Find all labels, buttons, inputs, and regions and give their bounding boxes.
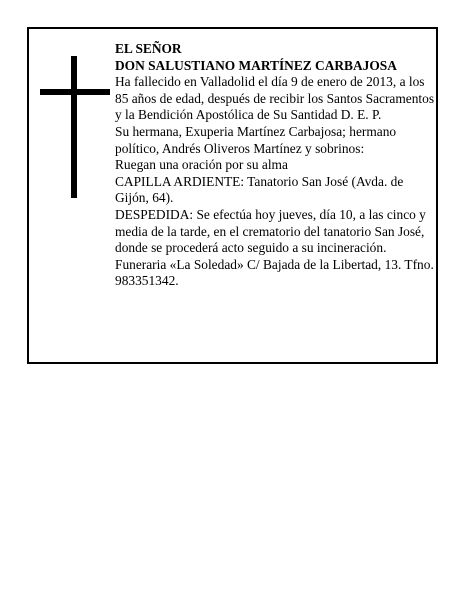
notice-title: EL SEÑOR xyxy=(115,41,182,56)
cross-icon xyxy=(40,56,110,198)
deceased-name: DON SALUSTIANO MARTÍNEZ CARBAJOSA xyxy=(115,57,397,73)
cross-horizontal-bar xyxy=(40,89,110,95)
death-announcement: Ha fallecido en Valladolid el día 9 de enero de 2013, a los 85 años de edad, después de recibir los Santos Sacramentos y la Bendición Apostólica de Su Santidad D. E. P. xyxy=(115,74,435,123)
cross-vertical-bar xyxy=(71,56,77,198)
wake-location: CAPILLA ARDIENTE: Tanatorio San José (Avda. de Gijón, 64). xyxy=(115,173,404,206)
prayer-request: Ruegan una oración por su alma xyxy=(115,157,288,173)
funeral-details: DESPEDIDA: Se efectúa hoy jueves, día 10, a las cinco y media de la tarde, en el crematorio del tanatorio San José, donde se procederá acto seguido a su incineración. xyxy=(115,206,426,256)
family-mourners: Su hermana, Exuperia Martínez Carbajosa; hermano político, Andrés Oliveros Martínez y sobrinos: xyxy=(115,123,397,156)
obituary-notice xyxy=(27,27,438,364)
funeral-home-info: Funeraria «La Soledad» C/ Bajada de la Libertad, 13. Tfno. 983351342. xyxy=(115,256,434,289)
notice-body xyxy=(115,41,435,290)
